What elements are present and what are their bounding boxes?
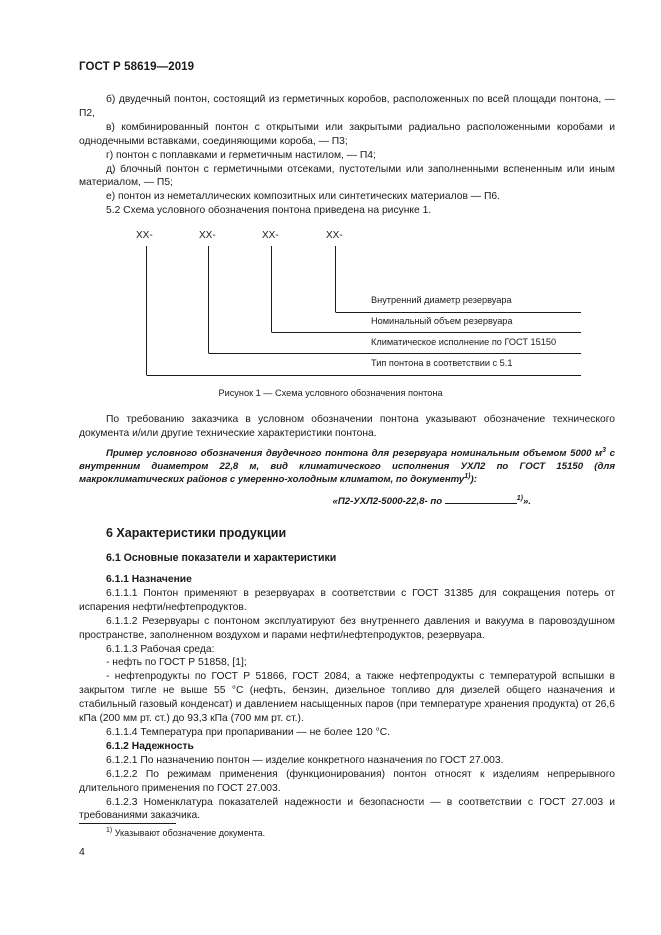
designation-sample xyxy=(79,494,615,509)
footnote xyxy=(106,828,265,838)
footnote-divider xyxy=(79,823,176,824)
example-text-rest: с внутренним диаметром 22,8 м, вид климатического исполнения УХЛ2 по ГОСТ 15150 (для макроклиматических районов с умеренно-холодным климатом, по документу xyxy=(79,447,615,486)
footnote-mark: 1) xyxy=(106,827,113,834)
page-number: 4 xyxy=(79,846,85,858)
label-inner-diameter: Внутренний диаметр резервуара xyxy=(371,295,512,305)
example-footnote-ref: 1) xyxy=(464,473,471,481)
section-6-1-2-title: 6.1.2 Надежность xyxy=(106,740,194,752)
clause-6-1-1-1: 6.1.1.1 Понтон применяют в резервуарах в соответствии с ГОСТ 31385 для сокращения потерь от испарения нефти/нефтепродуктов. xyxy=(79,587,615,613)
clause-6-1-1-4: 6.1.1.4 Температура при пропаривании — не более 120 °С. xyxy=(106,726,391,738)
clause-6-1-1-2: 6.1.1.2 Резервуары с понтоном эксплуатируют без внутреннего давления и вакуума в паровоздушном пространстве, заполненном воздухом и парами нефти/нефтепродуктов, резервуара. xyxy=(79,615,615,641)
designation-blank xyxy=(445,494,517,504)
label-climate-version: Климатическое исполнение по ГОСТ 15150 xyxy=(371,337,557,347)
code-climate: XX- xyxy=(199,230,216,241)
clause-6-1-2-1: 6.1.2.1 По назначению понтон — изделие конкретного назначения по ГОСТ 27.003. xyxy=(106,754,504,766)
list-item-b: б) двудечный понтон, состоящий из герметичных коробов, расположенных по всей площади понтона, — П2, xyxy=(79,94,615,119)
section-6-title: 6 Характеристики продукции xyxy=(106,526,287,540)
clause-6-1-1-3: 6.1.1.3 Рабочая среда: xyxy=(106,643,215,655)
designation-end: ». xyxy=(522,495,531,507)
code-diameter: XX- xyxy=(326,230,343,241)
section-6-1-title: 6.1 Основные показатели и характеристики xyxy=(106,552,337,564)
dash-item-oil: - нефть по ГОСТ Р 51858, [1]; xyxy=(106,657,247,669)
label-pontoon-type: Тип понтона в соответствии с 5.1 xyxy=(371,358,513,368)
section-6-body xyxy=(79,573,615,823)
label-nominal-volume: Номинальный объем резервуара xyxy=(371,316,513,326)
section-6-1-1-title: 6.1.1 Назначение xyxy=(106,574,192,585)
code-pontoon-type: XX- xyxy=(136,230,153,241)
dash-item-oil-products: - нефтепродукты по ГОСТ Р 51866, ГОСТ 2084, а также нефтепродукты с температурой вспышки в закрытом тигле не выше 55 °С (нефть, бензин, дизельное топливо для дизелей общего назначения и стабильный газовый конденсат) и давлением насыщенных паров (при температуре хранения продукта) от 26,6 кПа (200 мм рт. ст.) до 93,3 кПа (700 мм рт. ст.). xyxy=(79,671,615,725)
clause-6-1-2-3: 6.1.2.3 Номенклатура показателей надежности и безопасности — в соответствии с ГОСТ 27.003 и требованиями заказчика. xyxy=(79,796,615,822)
list-item-v: в) комбинированный понтон с открытыми или закрытыми радиально расположенными коробами и однодечными вставками, соединяющими короба, — П3; xyxy=(79,121,615,147)
example-text-start: Пример условного обозначения двудечного понтона для резервуара номинальным объемом 5000 м xyxy=(106,447,603,459)
clause-6-1-2-2: 6.1.2.2 По режимам применения (функционирования) понтон относят к изделиям непрерывного длительного применения по ГОСТ 27.003. xyxy=(79,768,615,794)
list-item-g: г) понтон с поплавками и герметичным настилом, — П4; xyxy=(106,149,376,161)
code-volume: XX- xyxy=(262,230,279,241)
list-item-e: е) понтон из неметаллических композитных или синтетических материалов — П6. xyxy=(106,191,500,203)
designation-example: Пример условного обозначения двудечного понтона для резервуара номинальным объемом 5000 $м^3$ с внутренним диаметром 22,8 м, вид климатического исполнения УХЛ2 по ГОСТ 15150 (для макроклиматических районов с умеренно-холодным климатом, по документу$^{1)}$): xyxy=(79,446,615,486)
example-superscript-3: 3 xyxy=(602,446,607,454)
clause-5-2: 5.2 Схема условного обозначения понтона приведена на рисунке 1. xyxy=(106,205,432,217)
footnote-text: Указывают обозначение документа. xyxy=(112,828,266,838)
list-item-d: д) блочный понтон с герметичными отсеками, пустотелыми или заполненными вспененным или иным материалом, — П5; xyxy=(79,163,615,189)
customer-note: По требованию заказчика в условном обозначении понтона указывают обозначение технического документа и/или другие технические характеристики понтона. xyxy=(79,414,615,439)
figure-caption: Рисунок 1 — Схема условного обозначения понтона xyxy=(218,388,443,398)
document-code: ГОСТ Р 58619—2019 xyxy=(79,61,195,73)
designation-start: «П2-УХЛ2-5000-22,8- по xyxy=(332,495,445,507)
designation-footnote-ref: 1) xyxy=(516,494,523,502)
designation-notes xyxy=(79,413,615,509)
